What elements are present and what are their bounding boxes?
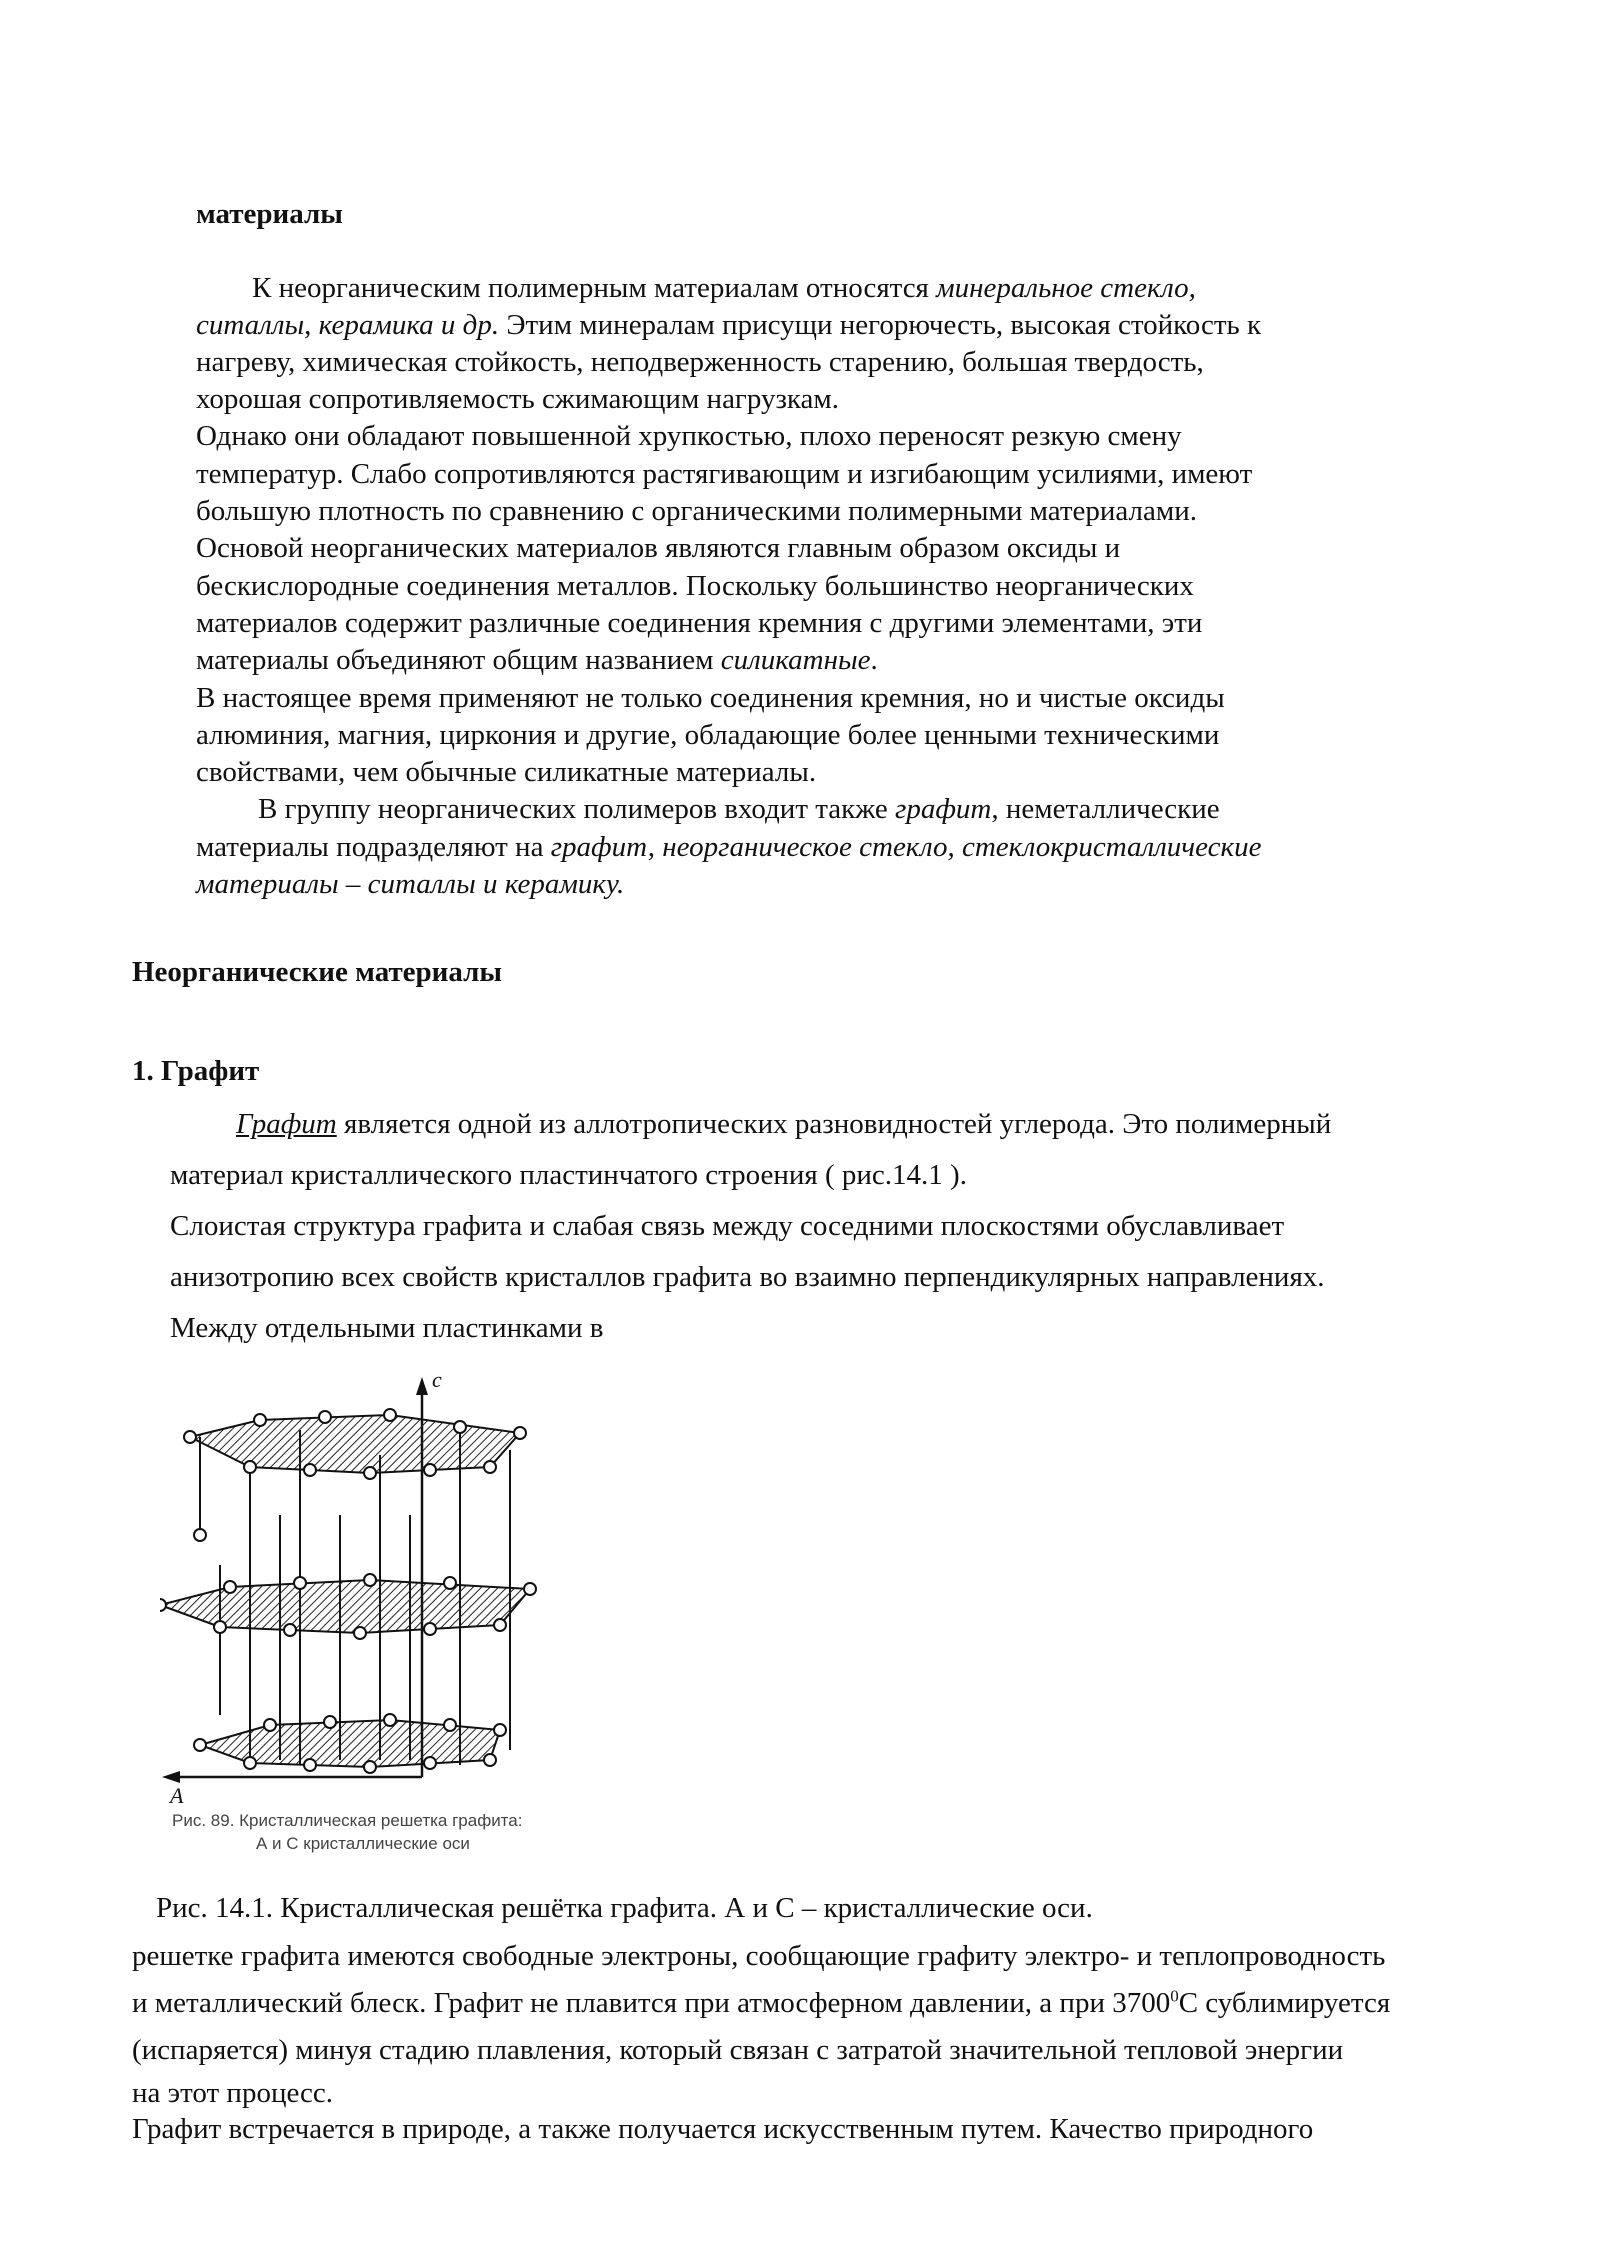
intro-line-16 <box>196 829 1261 865</box>
top-layer <box>190 1415 520 1473</box>
intro-line-5: Однако они обладают повышенной хрупкостью, плохо переносят резкую смену <box>196 420 1182 452</box>
after-line-3: (испаряется) минуя стадию плавления, который связан с затратой значительной тепловой энергии <box>132 2034 1344 2066</box>
intro-line-12: В настоящее время применяют не только соединения кремния, но и чистые оксиды <box>196 682 1225 714</box>
superscript: 0 <box>1170 1986 1179 2006</box>
after-line-2 <box>132 1985 1390 2021</box>
text-span: , <box>304 309 319 341</box>
intro-line-9: бескислородные соединения металлов. Поскольку большинство неорганических <box>196 570 1194 602</box>
italic-span: керамика и др. <box>318 309 500 341</box>
intro-line-14: свойствами, чем обычные силикатные материалы. <box>196 756 817 788</box>
text-span: и металлический блеск. Графит не плавится при атмосферном давлении, а при 3700 <box>132 1987 1171 2019</box>
graphite-line-3: Слоистая структура графита и слабая связь между соседними плоскостями обуславливает <box>170 1210 1285 1242</box>
graphite-line-1 <box>236 1106 1331 1142</box>
italic-span: графит <box>895 793 992 825</box>
italic-span: ситаллы <box>196 309 305 341</box>
c-axis-arrow <box>416 1377 428 1395</box>
intro-line-1 <box>252 270 1196 306</box>
a-axis-arrow <box>162 1771 180 1783</box>
graphite-line-5: Между отдельными пластинками в <box>170 1312 604 1344</box>
text-span: С сублимируется <box>1178 1987 1391 2019</box>
intro-line-13: алюминия, магния, циркония и другие, обладающие более ценными техническими <box>196 719 1220 751</box>
text-span: является одной из аллотропических разновидностей углерода. Это полимерный <box>336 1108 1332 1140</box>
intro-line-3: нагреву, химическая стойкость, неподверженность старению, большая твердость, <box>196 346 1204 378</box>
after-line-5: Графит встречается в природе, а также получается искусственным путем. Качество природного <box>132 2113 1314 2145</box>
intro-line-6: температур. Слабо сопротивляются растягивающим и изгибающим усилиями, имеют <box>196 458 1253 490</box>
italic-span: силикатные <box>720 644 871 676</box>
text-span: материалы объединяют общим названием <box>196 644 721 676</box>
intro-line-4: хорошая сопротивляемость сжимающим нагрузкам. <box>196 383 840 415</box>
graphite-line-4: анизотропию всех свойств кристаллов графита во взаимно перпендикулярных направлениях. <box>170 1261 1325 1293</box>
text-span: К неорганическим полимерным материалам относятся <box>252 272 937 304</box>
intro-line-8: Основой неорганических материалов являются главным образом оксиды и <box>196 532 1121 564</box>
after-line-4: на этот процесс. <box>132 2077 334 2109</box>
intro-line-17: материалы – ситаллы и керамику. <box>196 868 625 900</box>
text-span: . <box>870 644 878 676</box>
text-span: Этим минералам присущи негорючесть, высокая стойкость к <box>499 309 1262 341</box>
graphite-line-2: материал кристаллического пластинчатого строения ( рис.14.1 ). <box>170 1159 967 1191</box>
axis-a-label: А <box>170 1783 184 1805</box>
graphite-term: Графит <box>236 1108 337 1140</box>
figure-inner-caption-1: Рис. 89. Кристаллическая решетка графита: <box>172 1811 523 1830</box>
intro-line-15 <box>258 791 1220 827</box>
text-span: материалы подразделяют на <box>196 831 551 863</box>
graphite-lattice-figure <box>160 1365 580 1860</box>
graphite-heading: 1. Графит <box>132 1055 260 1087</box>
text-span: В группу неорганических полимеров входит также <box>258 793 896 825</box>
graphite-lattice-drawing <box>160 1365 580 1805</box>
axis-c-label: с <box>432 1367 442 1392</box>
figure-inner-caption-2: А и С кристаллические оси <box>256 1834 470 1853</box>
intro-line-11 <box>196 642 878 678</box>
heading-materials: материалы <box>196 198 343 230</box>
italic-span: графит, неорганическое стекло, стеклокристаллические <box>550 831 1262 863</box>
intro-line-2 <box>196 307 1261 343</box>
after-line-1: решетке графита имеются свободные электроны, сообщающие графиту электро- и теплопроводность <box>132 1940 1386 1972</box>
figure-caption: Рис. 14.1. Кристаллическая решётка графита. А и С – кристаллические оси. <box>156 1892 1093 1924</box>
section-heading: Неорганические материалы <box>132 956 503 988</box>
italic-span: минеральное стекло, <box>936 272 1196 304</box>
intro-line-10: материалов содержит различные соединения кремния с другими элементами, эти <box>196 607 1203 639</box>
text-span: , неметаллические <box>991 793 1220 825</box>
intro-line-7: большую плотность по сравнению с органическими полимерными материалами. <box>196 495 1198 527</box>
